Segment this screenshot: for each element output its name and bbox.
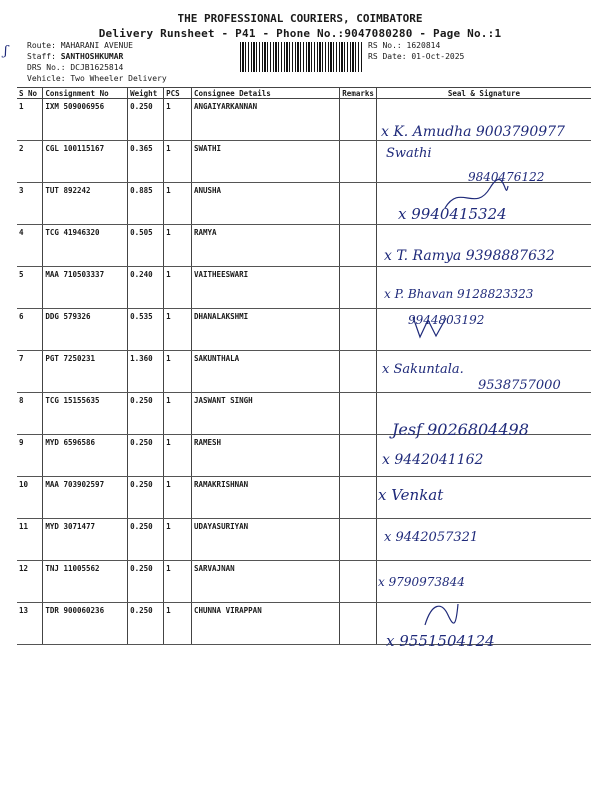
rs-date-value: 01-Oct-2025 <box>411 52 465 61</box>
signature-15: x 9551504124 <box>386 632 495 650</box>
cell-pcs: 1 <box>164 183 192 225</box>
table-row <box>17 309 591 351</box>
cell-consignment-no: MYD 3071477 <box>43 519 128 561</box>
cell-sno: 10 <box>17 477 43 519</box>
cell-consignee: RAMYA <box>191 225 339 267</box>
cell-sno: 7 <box>17 351 43 393</box>
cell-remarks <box>340 267 377 309</box>
rs-no-value: 1620814 <box>406 41 441 50</box>
signature-10: Jesf 9026804498 <box>392 420 529 439</box>
cell-remarks <box>340 561 377 603</box>
signature-12: x Venkat <box>378 486 444 504</box>
cell-pcs: 1 <box>164 519 192 561</box>
signature-11: x 9442041162 <box>382 452 484 468</box>
staff-label: Staff: <box>27 52 56 61</box>
rs-date-line <box>368 51 464 62</box>
cell-sno: 12 <box>17 561 43 603</box>
cell-consignee: DHANALAKSHMI <box>191 309 339 351</box>
cell-weight: 0.505 <box>128 225 164 267</box>
vehicle-label: Vehicle: <box>27 74 66 83</box>
drs-line <box>27 62 123 73</box>
cell-consignment-no: TNJ 11005562 <box>43 561 128 603</box>
cell-remarks <box>340 351 377 393</box>
table-row <box>17 561 591 603</box>
vehicle-value: Two Wheeler Delivery <box>70 74 167 83</box>
cell-remarks <box>340 603 377 645</box>
cell-consignee: RAMESH <box>191 435 339 477</box>
cell-consignment-no: TCG 15155635 <box>43 393 128 435</box>
cell-pcs: 1 <box>164 393 192 435</box>
cell-consignee: CHUNNA VIRAPPAN <box>191 603 339 645</box>
rs-date-label: RS Date: <box>368 52 407 61</box>
cell-sno: 5 <box>17 267 43 309</box>
cell-pcs: 1 <box>164 309 192 351</box>
signature-scribble-13 <box>420 600 460 630</box>
col-header-sno: S No <box>17 88 43 99</box>
cell-weight: 0.250 <box>128 477 164 519</box>
cell-remarks <box>340 435 377 477</box>
cell-weight: 0.240 <box>128 267 164 309</box>
cell-remarks <box>340 477 377 519</box>
cell-consignment-no: DDG 579326 <box>43 309 128 351</box>
cell-consignment-no: MAA 703902597 <box>43 477 128 519</box>
signature-5: x T. Ramya 9398887632 <box>384 248 555 264</box>
table-row <box>17 435 591 477</box>
cell-weight: 0.365 <box>128 141 164 183</box>
signature-6: x P. Bhavan 9128823323 <box>384 287 534 301</box>
cell-weight: 0.250 <box>128 99 164 141</box>
col-header-pcs: PCS <box>164 88 192 99</box>
cell-pcs: 1 <box>164 141 192 183</box>
cell-sno: 3 <box>17 183 43 225</box>
col-header-consignee: Consignee Details <box>191 88 339 99</box>
cell-consignment-no: MYD 6596586 <box>43 435 128 477</box>
table-row <box>17 477 591 519</box>
signature-2: Swathi <box>386 146 432 161</box>
cell-sno: 9 <box>17 435 43 477</box>
cell-remarks <box>340 99 377 141</box>
cell-sno: 11 <box>17 519 43 561</box>
cell-remarks <box>340 309 377 351</box>
cell-weight: 0.250 <box>128 393 164 435</box>
page-title: THE PROFESSIONAL COURIERS, COIMBATORE <box>177 12 423 25</box>
signature-13: x 9442057321 <box>384 530 479 545</box>
signature-8: x Sakuntala. <box>382 362 464 377</box>
table-row <box>17 603 591 645</box>
signature-9: 9538757000 <box>478 378 561 393</box>
signature-scribble-6 <box>410 312 450 342</box>
pen-mark-icon: ʃ <box>4 44 8 59</box>
cell-sno: 6 <box>17 309 43 351</box>
signature-14: x 9790973844 <box>378 575 465 589</box>
page-subtitle: Delivery Runsheet - P41 - Phone No.:9047080280 - Page No.:1 <box>98 27 502 40</box>
cell-consignment-no: TDR 900060236 <box>43 603 128 645</box>
cell-remarks <box>340 141 377 183</box>
cell-sno: 13 <box>17 603 43 645</box>
cell-weight: 0.250 <box>128 561 164 603</box>
cell-sno: 2 <box>17 141 43 183</box>
cell-consignee: SWATHI <box>191 141 339 183</box>
table-row <box>17 519 591 561</box>
staff-value: SANTHOSHKUMAR <box>60 52 124 61</box>
cell-consignment-no: TUT 892242 <box>43 183 128 225</box>
drs-label: DRS No.: <box>27 63 66 72</box>
col-header-signature: Seal & Signature <box>447 88 521 98</box>
cell-consignee: RAMAKRISHNAN <box>191 477 339 519</box>
cell-pcs: 1 <box>164 603 192 645</box>
cell-remarks <box>340 393 377 435</box>
staff-line <box>27 51 123 62</box>
cell-weight: 0.250 <box>128 519 164 561</box>
cell-consignment-no: MAA 710503337 <box>43 267 128 309</box>
rs-no-line <box>368 40 440 51</box>
cell-sno: 8 <box>17 393 43 435</box>
cell-pcs: 1 <box>164 561 192 603</box>
signature-1: x K. Amudha 9003790977 <box>381 124 565 140</box>
cell-consignee: VAITHEESWARI <box>191 267 339 309</box>
cell-consignee: ANUSHA <box>191 183 339 225</box>
cell-weight: 0.535 <box>128 309 164 351</box>
signature-3: 9840476122 <box>468 170 545 184</box>
cell-consignee: JASWANT SINGH <box>191 393 339 435</box>
signature-4: x 9940415324 <box>398 205 507 223</box>
vehicle-line <box>27 73 167 84</box>
col-header-weight: Weight <box>128 88 164 99</box>
cell-consignment-no: PGT 7250231 <box>43 351 128 393</box>
route-value: MAHARANI AVENUE <box>60 41 133 50</box>
cell-weight: 0.885 <box>128 183 164 225</box>
cell-consignee: SAKUNTHALA <box>191 351 339 393</box>
col-header-consignment: Consignment No <box>43 88 128 99</box>
cell-pcs: 1 <box>164 351 192 393</box>
drs-value: DCJB1625814 <box>70 63 124 72</box>
rs-no-label: RS No.: <box>368 41 402 50</box>
cell-pcs: 1 <box>164 267 192 309</box>
col-header-remarks: Remarks <box>340 88 377 99</box>
signature-7: 9944803192 <box>408 313 485 327</box>
cell-weight: 0.250 <box>128 603 164 645</box>
cell-consignee: UDAYASURIYAN <box>191 519 339 561</box>
cell-pcs: 1 <box>164 435 192 477</box>
cell-consignment-no: CGL 100115167 <box>43 141 128 183</box>
cell-sno: 4 <box>17 225 43 267</box>
cell-pcs: 1 <box>164 477 192 519</box>
route-label: Route: <box>27 41 56 50</box>
cell-weight: 0.250 <box>128 435 164 477</box>
cell-pcs: 1 <box>164 225 192 267</box>
table-header-row <box>17 88 591 99</box>
cell-remarks <box>340 519 377 561</box>
cell-remarks <box>340 225 377 267</box>
barcode <box>240 42 362 72</box>
route-line <box>27 40 133 51</box>
cell-consignee: SARVAJNAN <box>191 561 339 603</box>
cell-consignment-no: IXM 509006956 <box>43 99 128 141</box>
cell-pcs: 1 <box>164 99 192 141</box>
cell-remarks <box>340 183 377 225</box>
signature-scribble-3 <box>440 178 510 218</box>
cell-sno: 1 <box>17 99 43 141</box>
cell-consignee: ANGAIYARKANNAN <box>191 99 339 141</box>
cell-consignment-no: TCG 41946320 <box>43 225 128 267</box>
cell-weight: 1.360 <box>128 351 164 393</box>
